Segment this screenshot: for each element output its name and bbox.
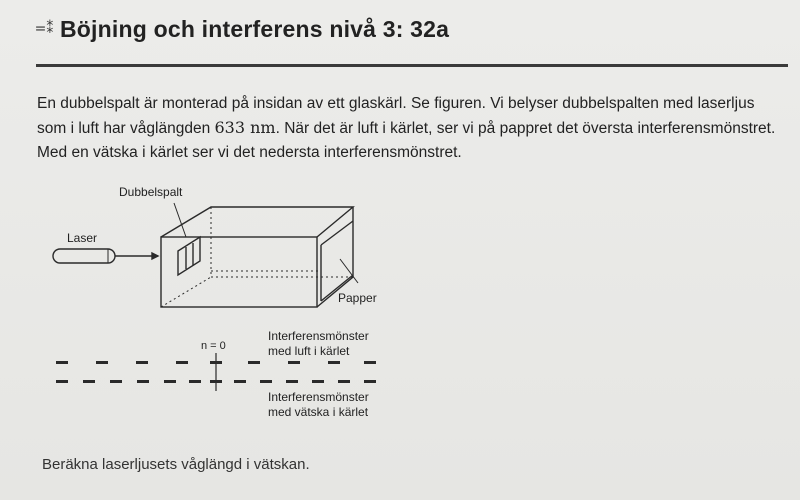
double-slit-pointer xyxy=(174,203,186,237)
paper-edge-top xyxy=(321,221,353,245)
fringe-air xyxy=(136,361,148,364)
fringe-liquid xyxy=(110,380,122,383)
fringe-liquid xyxy=(260,380,272,383)
fringe-liquid xyxy=(164,380,176,383)
fringe-liquid xyxy=(83,380,95,383)
fringe-air xyxy=(328,361,340,364)
problem-text xyxy=(37,92,777,165)
paper-label: Papper xyxy=(338,291,377,305)
pattern-liquid-label-line1: Interferensmönster xyxy=(268,390,369,404)
pattern-air-label-line2: med luft i kärlet xyxy=(268,344,350,358)
fringe-air xyxy=(56,361,68,364)
laser-label: Laser xyxy=(67,231,98,245)
fringe-liquid xyxy=(338,380,350,383)
fringe-air xyxy=(248,361,260,364)
fringe-air xyxy=(288,361,300,364)
hidden-edge-bottom xyxy=(161,277,211,307)
fringe-liquid-center xyxy=(210,380,222,383)
fringe-air-center xyxy=(210,361,222,364)
order-zero-label: n = 0 xyxy=(201,340,226,352)
fringe-air xyxy=(96,361,108,364)
laser-body xyxy=(53,249,115,263)
question-text: Beräkna laserljusets våglängd i vätskan. xyxy=(42,456,310,473)
pattern-air-label-line1: Interferensmönster xyxy=(268,329,369,343)
fringe-air xyxy=(364,361,376,364)
fringe-liquid xyxy=(189,380,201,383)
fringe-liquid xyxy=(312,380,324,383)
paper-pointer xyxy=(340,259,358,283)
pattern-liquid xyxy=(56,380,376,383)
fringe-liquid xyxy=(286,380,298,383)
fringe-liquid xyxy=(234,380,246,383)
pattern-liquid-label-line2: med vätska i kärlet xyxy=(268,405,369,419)
wavelength-value: 633 nm xyxy=(214,118,276,137)
beam-arrowhead xyxy=(152,253,158,259)
fringe-liquid xyxy=(56,380,68,383)
fringe-liquid xyxy=(137,380,149,383)
pattern-air xyxy=(56,361,376,364)
page-header xyxy=(34,12,449,46)
problem-text-part1: En dubbelspalt är monterad på insidan av ett glaskärl. Se figuren. Vi belyser dubbelspalten med laserljus som i luft har våglängden xyxy=(37,95,755,137)
title-divider xyxy=(36,64,788,67)
problem-text-part2: . När det är luft i kärlet, ser vi på pappret det översta interferensmönstret. Med en vätska i kärlet ser vi det nedersta interferensmönstret. xyxy=(37,120,776,161)
double-slit-label: Dubbelspalt xyxy=(119,185,183,199)
fringe-liquid xyxy=(364,380,376,383)
fringe-air xyxy=(176,361,188,364)
collapse-list-icon[interactable]: =⁑ xyxy=(34,21,54,37)
container-top-face xyxy=(161,207,353,237)
experiment-figure xyxy=(40,175,400,435)
double-slit xyxy=(178,237,200,275)
page-title: Böjning och interferens nivå 3: 32a xyxy=(60,15,450,42)
